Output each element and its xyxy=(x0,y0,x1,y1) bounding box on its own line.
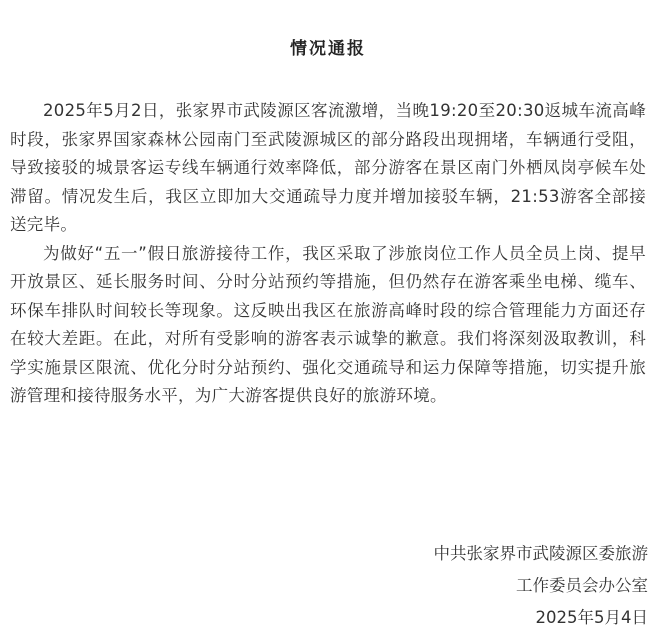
signature-org-line-1: 中共张家界市武陵源区委旅游 xyxy=(433,544,648,563)
signature-date: 2025年5月4日 xyxy=(535,608,648,627)
paragraph-1: 2025年5月2日，张家界市武陵源区客流激增，当晚19:20至20:30返城车流高峰时段，张家界国家森林公园南门至武陵源城区的部分路段出现拥堵，车辆通行受阻，导致接驳的城景客运专线车辆通行效率降低，部分游客在景区南门外栖凤岗亭候车处滞留。情况发生后，我区立即加大交通疏导力度并增加接驳车辆，21:53游客全部接送完毕。 xyxy=(10,101,646,234)
signature-org-line-2: 工作委员会办公室 xyxy=(516,576,648,595)
paragraph-2: 为做好“五一”假日旅游接待工作，我区采取了涉旅岗位工作人员全员上岗、提早开放景区、延长服务时间、分时分站预约等措施，但仍然存在游客乘坐电梯、缆车、环保车排队时间较长等现象。这反映出我区在旅游高峰时段的综合管理能力方面还存在较大差距。在此，对所有受影响的游客表示诚挚的歉意。我们将深刻汲取教训，科学实施景区限流、优化分时分站预约、强化交通疏导和运力保障等措施，切实提升旅游管理和接待服务水平，为广大游客提供良好的旅游环境。 xyxy=(10,243,646,405)
document-body xyxy=(10,97,646,411)
signature-block xyxy=(434,538,649,634)
document-title: 情况通报 xyxy=(290,39,366,59)
